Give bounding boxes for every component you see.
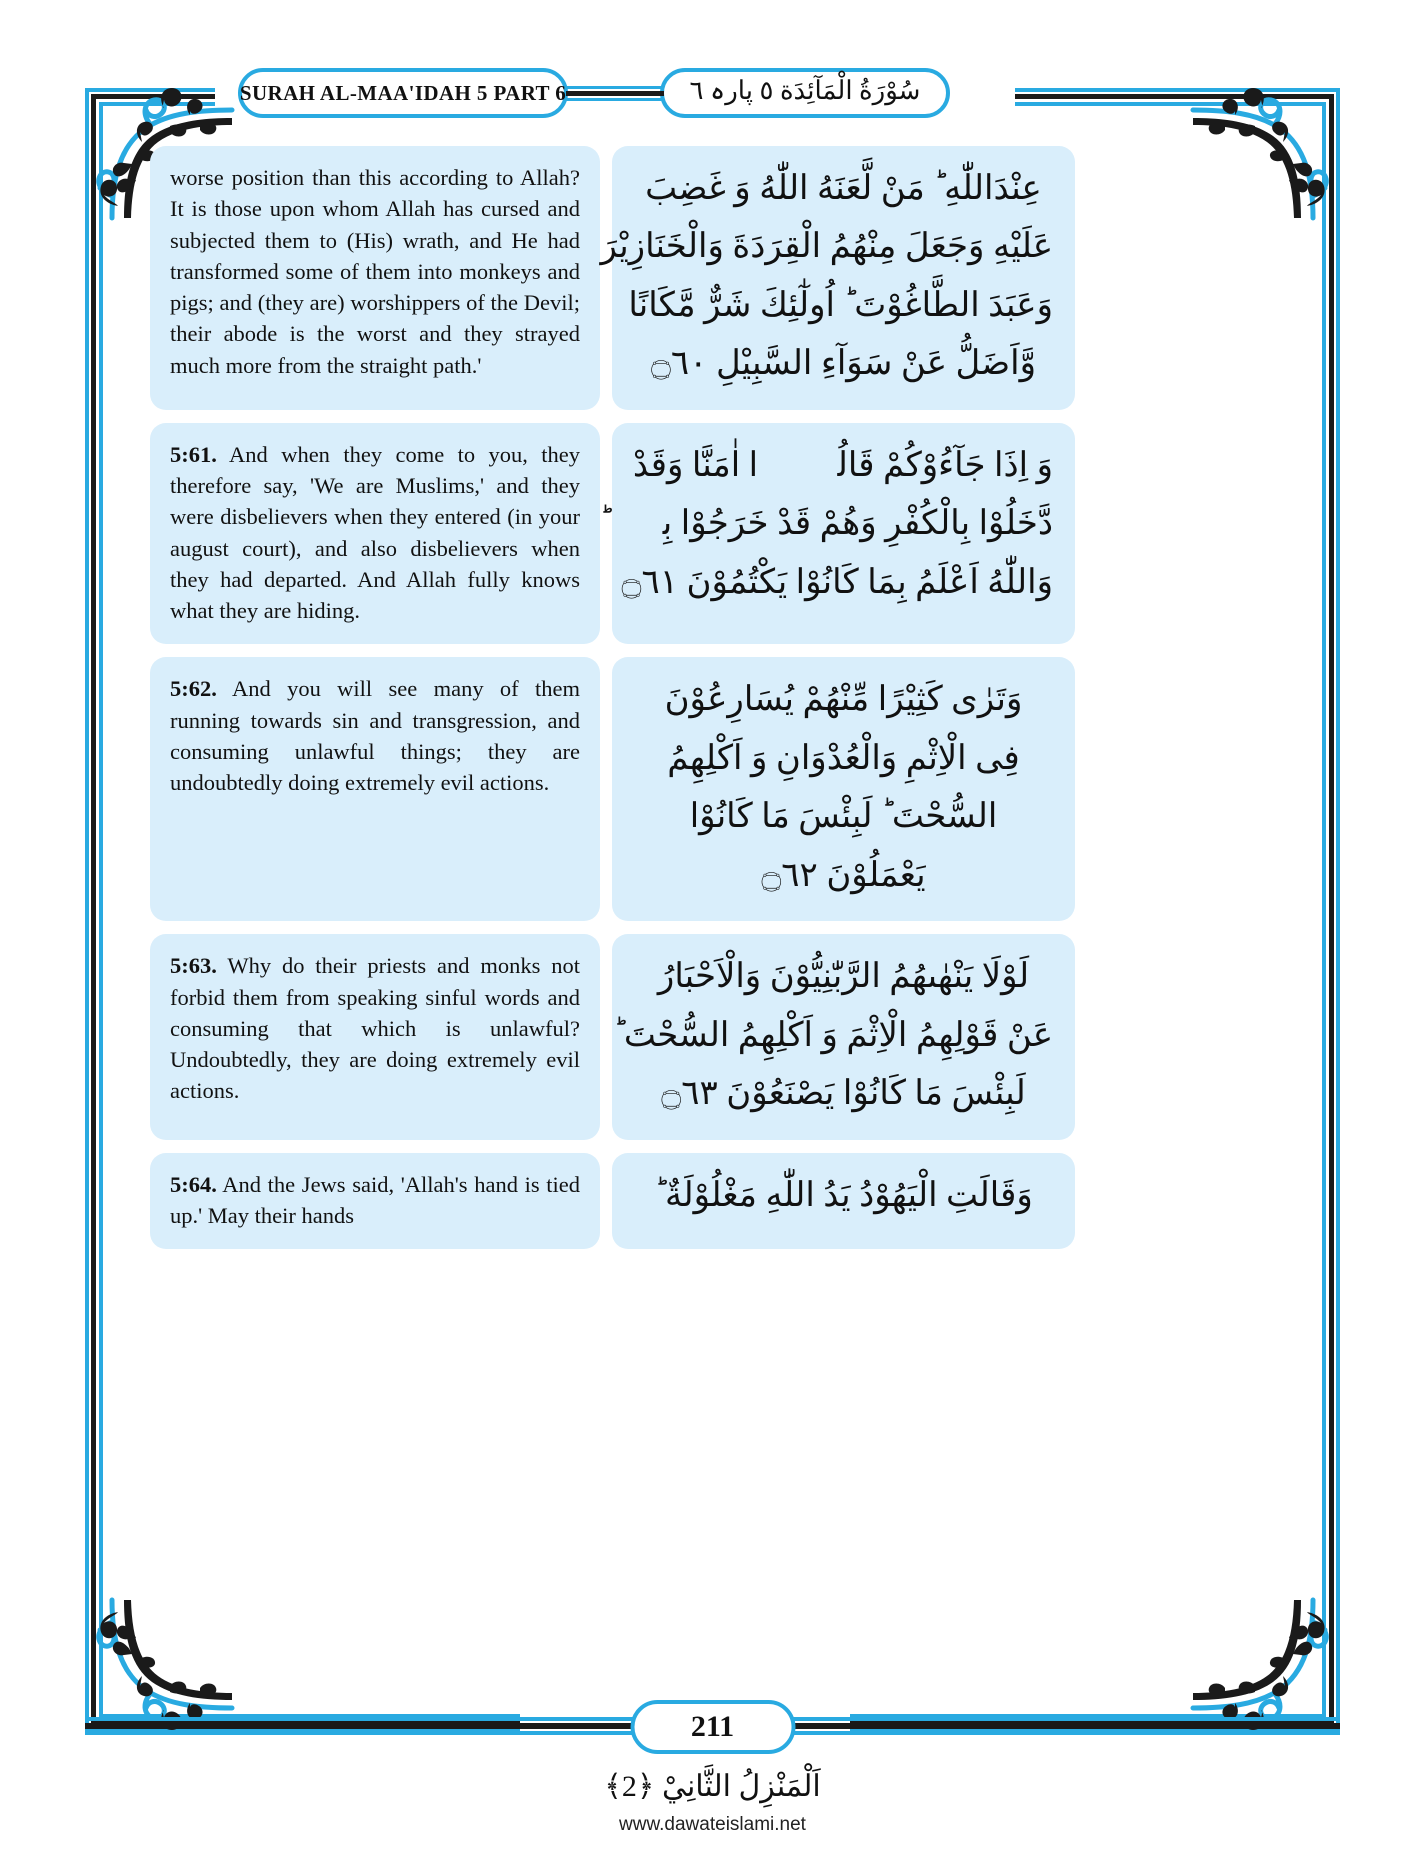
verse-translation-panel bbox=[150, 657, 600, 921]
page-header bbox=[0, 68, 1425, 126]
verse-row bbox=[150, 146, 1275, 410]
arabic-line: دَّخَلُوْا بِالْكُفْرِ وَهُمْ قَدْ خَرَجُوْا بِهٖ ؕ bbox=[599, 505, 1053, 543]
arabic-line: لَبِئْسَ مَا كَانُوْا يَصْنَعُوْنَ ۝٦٣ bbox=[661, 1075, 1026, 1113]
arabic-line: وَّاَضَلُّ عَنْ سَوَآءِ السَّبِيْلِ ۝٦٠ bbox=[651, 345, 1036, 383]
verse-row bbox=[150, 423, 1275, 645]
arabic-line: وَقَالَتِ الْيَهُوْدُ يَدُ اللّٰهِ مَغْلُوْلَةٌ ؕ bbox=[654, 1176, 1033, 1214]
verse-translation-text: Why do their priests and monks not forbid them from speaking sinful words and consuming that which is unlawful? Undoubtedly, they are doing extremely evil actions. bbox=[170, 953, 580, 1104]
arabic-line: عَنْ قَوْلِهِمُ الْاِثْمَ وَ اَكْلِهِمُ السُّحْتَ ؕ bbox=[613, 1016, 1053, 1054]
verse-translation-panel bbox=[150, 423, 600, 645]
page-number-capsule bbox=[630, 1700, 795, 1754]
verse-number: 5:63. bbox=[170, 953, 217, 979]
arabic-line: وَ اِذَا جَآءُوْكُمْ قَالُوْۤا اٰمَنَّا وَقَدْ bbox=[632, 446, 1053, 484]
verse-translation-panel bbox=[150, 146, 600, 410]
verse-arabic-panel bbox=[612, 657, 1075, 921]
verse-number: 5:64. bbox=[170, 1171, 217, 1197]
arabic-line: فِى الْاِثْمِ وَالْعُدْوَانِ وَ اَكْلِهِمُ bbox=[667, 739, 1020, 777]
verse-arabic-panel bbox=[599, 423, 1075, 645]
verse-arabic-panel bbox=[612, 934, 1075, 1139]
surah-title-english: SURAH AL-MAA'IDAH 5 PART 6 bbox=[239, 80, 567, 105]
header-connector-rule bbox=[566, 86, 664, 102]
arabic-line: وَاللّٰهُ اَعْلَمُ بِمَا كَانُوْا يَكْتُمُوْنَ ۝٦١ bbox=[621, 563, 1053, 601]
website-url: www.dawateislami.net bbox=[619, 1814, 806, 1835]
verse-row bbox=[150, 1153, 1275, 1250]
verse-translation-text: worse position than this according to Allah? It is those upon whom Allah has cursed and subjected them to (His) wrath, and He had transformed some of them into monkeys and pigs; and (they are) worshippers of the Devil; their abode is the worst and they strayed much more from the straight path.' bbox=[170, 165, 580, 378]
verse-arabic-panel bbox=[612, 1153, 1075, 1250]
verse-number: 5:62. bbox=[170, 676, 217, 702]
surah-title-arabic: سُوْرَةُ الْمَآئِدَة ٥ پارہ ٦ bbox=[689, 76, 921, 105]
verse-translation-text: And you will see many of them running towards sin and transgression, and consuming unlawful things; they are undoubtedly doing extremely evil actions. bbox=[170, 676, 580, 796]
surah-title-capsule-arabic bbox=[660, 68, 950, 118]
verse-translation-panel bbox=[150, 1153, 600, 1250]
arabic-line: يَعْمَلُوْنَ ۝٦٢ bbox=[761, 856, 926, 894]
verse-translation-panel bbox=[150, 934, 600, 1139]
verse-translation-text: And the Jews said, 'Allah's hand is tied up.' May their hands bbox=[170, 1171, 580, 1229]
surah-title-capsule bbox=[238, 68, 568, 118]
arabic-line: عِنْدَاللّٰهِ ؕ مَنْ لَّعَنَهُ اللّٰهُ وَ غَضِبَ bbox=[645, 170, 1042, 207]
arabic-line: لَوْلَا يَنْهٰىهُمُ الرَّبّٰنِيُّوْنَ وَالْاَحْبَارُ bbox=[657, 958, 1030, 996]
arabic-line: وَعَبَدَ الطَّاغُوْتَ ؕ اُولٰٓئِكَ شَرٌّ مَّكَانًا bbox=[628, 286, 1053, 324]
verse-translation-text: And when they come to you, they therefore say, 'We are Muslims,' and they were disbelievers when they entered (in your august court), and also disbelievers when they had departed. And Allah fully knows what they are hiding. bbox=[170, 441, 581, 624]
verse-number: 5:61. bbox=[170, 441, 217, 467]
verse-row bbox=[150, 934, 1275, 1139]
manzil-label: اَلْمَنْزِلُ الثَّانِيْ ﴿2﴾ bbox=[604, 1770, 821, 1803]
verse-arabic-panel bbox=[600, 146, 1075, 410]
verse-list bbox=[150, 146, 1275, 1262]
arabic-line: وَتَرٰى كَثِيْرًا مِّنْهُمْ يُسَارِعُوْنَ bbox=[664, 681, 1023, 719]
arabic-line: عَلَيْهِ وَجَعَلَ مِنْهُمُ الْقِرَدَةَ وَالْخَنَازِيْرَ bbox=[600, 228, 1053, 266]
page-number: 211 bbox=[690, 1710, 735, 1743]
verse-row bbox=[150, 657, 1275, 921]
arabic-line: السُّحْتَ ؕ لَبِئْسَ مَا كَانُوْا bbox=[689, 798, 998, 836]
